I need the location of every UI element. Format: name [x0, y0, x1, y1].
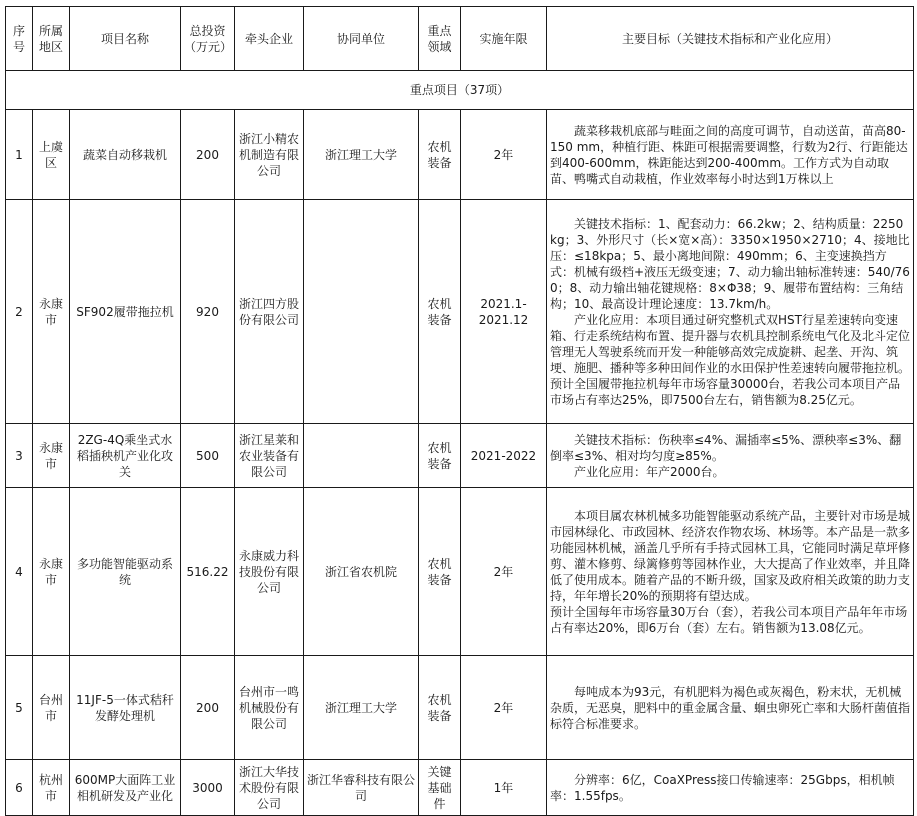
table-row [6, 200, 914, 424]
goal-paragraph: 关键技术指标：伤秧率≤4%、漏插率≤5%、漂秧率≤3%、翻倒率≤3%、相对均匀度≥85%。 [550, 432, 902, 463]
cell-period: 2021-2022 [461, 424, 547, 488]
header-invest: 总投资（万元） [181, 7, 235, 71]
cell-region: 永康市 [33, 488, 70, 656]
cell-invest: 200 [181, 656, 235, 760]
cell-name: 蔬菜自动移栽机 [70, 110, 181, 200]
cell-period: 2年 [461, 656, 547, 760]
cell-partner: 浙江省农机院 [304, 488, 419, 656]
cell-invest: 200 [181, 110, 235, 200]
cell-partner: 浙江华睿科技有限公司 [304, 760, 419, 816]
cell-field: 农机装备 [419, 488, 461, 656]
goal-paragraph: 产业化应用：年产2000台。 [574, 464, 725, 479]
cell-name: 11JF-5一体式秸秆发酵处理机 [70, 656, 181, 760]
table-row [6, 488, 914, 656]
cell-seq: 2 [6, 200, 33, 424]
cell-lead: 永康威力科技股份有限公司 [235, 488, 304, 656]
goal-paragraph: 分辨率：6亿，CoaXPress接口传输速率：25Gbps，相机帧率：1.55fps。 [550, 772, 895, 803]
header-region: 所属地区 [33, 7, 70, 71]
cell-lead: 浙江四方股份有限公司 [235, 200, 304, 424]
cell-invest: 920 [181, 200, 235, 424]
goal-paragraph: 蔬菜移栽机底部与畦面之间的高度可调节，自动送苗，苗高80-150 mm，种植行距、株距可根据需要调整，行数为2行、行距能达到400-600mm，株距能达到200-400mm。工作方式为自动取苗、鸭嘴式自动栽植，作业效率每小时达到1万株以上 [550, 123, 908, 186]
cell-lead: 浙江大华技术股份有限公司 [235, 760, 304, 816]
header-partner: 协同单位 [304, 7, 419, 71]
goal-paragraph: 本项目属农林机械多功能智能驱动系统产品，主要针对市场是城市园林绿化、市政园林、经济农作物农场、林场等。本产品是一款多功能园林机械，涵盖几乎所有手持式园林工具，它能同时满足草坪修剪、灌木修剪、绿篱修剪等园林作业，大大提高了作业效率，并且降低了使用成本。随着产品的不断升级，国家及政府相关政策的助力支持，年年增长20%的预期将有望达成。 [550, 508, 911, 603]
cell-period: 2年 [461, 488, 547, 656]
cell-name: 600MP大面阵工业相机研发及产业化 [70, 760, 181, 816]
cell-region: 上虞区 [33, 110, 70, 200]
cell-goal [547, 110, 914, 200]
cell-lead: 浙江小精农机制造有限公司 [235, 110, 304, 200]
header-name: 项目名称 [70, 7, 181, 71]
project-table [5, 6, 914, 816]
goal-paragraph: 关键技术指标：1、配套动力：66.2kw；2、结构质量：2250kg；3、外形尺寸（长×宽×高）：3350×1950×2710；4、接地比压：≤18kpa；5、最小离地间隙：490mm；6、主变速换挡方式：机械有级档+液压无级变速；7、动力输出轴标准转速：540/760；8、动力输出轴花键规格：8×Φ38；9、履带布置结构：三角结构；10、最高设计理论速度：13.7km/h。 [550, 216, 910, 311]
goal-paragraph: 预计全国每年市场容量30万台（套），若我公司本项目产品年年市场占有率达20%，即6万台（套）左右。销售额为13.08亿元。 [550, 604, 908, 635]
cell-partner: 浙江理工大学 [304, 656, 419, 760]
cell-name: 2ZG-4Q乘坐式水稻插秧机产业化攻关 [70, 424, 181, 488]
goal-paragraph: 每吨成本为93元，有机肥料为褐色或灰褐色，粉末状，无机械杂质，无恶臭，肥料中的重金属含量、蛔虫卵死亡率和大肠杆菌值指标符合标准要求。 [550, 684, 911, 731]
section-row [6, 71, 914, 110]
cell-seq: 3 [6, 424, 33, 488]
cell-goal [547, 488, 914, 656]
goal-paragraph: 产业化应用：本项目通过研究整机式双HST行星差速转向变速箱、行走系统结构布置、提升器与农机具控制系统电气化及北斗定位管理无人驾驶系统而开发一种能够高效完成旋耕、起垄、开沟、筑埂、施肥、播种等多种田间作业的水田保护性差速转向履带拖拉机。预计全国履带拖拉机每年市场容量30000台，若我公司本项目产品市场占有率达25%，即7500台左右，销售额为8.25亿元。 [550, 312, 911, 407]
cell-lead: 浙江星莱和农业装备有限公司 [235, 424, 304, 488]
cell-goal [547, 200, 914, 424]
cell-invest: 3000 [181, 760, 235, 816]
cell-seq: 4 [6, 488, 33, 656]
cell-goal [547, 656, 914, 760]
header-row [6, 7, 914, 71]
cell-name: 多功能智能驱动系统 [70, 488, 181, 656]
cell-period: 1年 [461, 760, 547, 816]
cell-region: 永康市 [33, 424, 70, 488]
cell-field: 关键基础件 [419, 760, 461, 816]
cell-seq: 6 [6, 760, 33, 816]
header-goal: 主要目标（关键技术指标和产业化应用） [547, 7, 914, 71]
cell-partner: 浙江理工大学 [304, 110, 419, 200]
cell-goal [547, 760, 914, 816]
cell-invest: 500 [181, 424, 235, 488]
cell-field: 农机装备 [419, 200, 461, 424]
cell-partner [304, 200, 419, 424]
cell-seq: 1 [6, 110, 33, 200]
cell-region: 杭州市 [33, 760, 70, 816]
table-row [6, 760, 914, 816]
header-lead: 牵头企业 [235, 7, 304, 71]
cell-name: SF902履带拖拉机 [70, 200, 181, 424]
cell-invest: 516.22 [181, 488, 235, 656]
cell-field: 农机装备 [419, 656, 461, 760]
cell-field: 农机装备 [419, 424, 461, 488]
section-title: 重点项目（37项） [6, 71, 914, 110]
cell-field: 农机装备 [419, 110, 461, 200]
cell-period: 2021.1-2021.12 [461, 200, 547, 424]
cell-region: 永康市 [33, 200, 70, 424]
table-row [6, 424, 914, 488]
cell-partner [304, 424, 419, 488]
header-field: 重点领域 [419, 7, 461, 71]
cell-goal [547, 424, 914, 488]
cell-seq: 5 [6, 656, 33, 760]
header-seq: 序号 [6, 7, 33, 71]
cell-lead: 台州市一鸣机械股份有限公司 [235, 656, 304, 760]
cell-period: 2年 [461, 110, 547, 200]
header-period: 实施年限 [461, 7, 547, 71]
cell-region: 台州市 [33, 656, 70, 760]
table-row [6, 656, 914, 760]
table-row [6, 110, 914, 200]
